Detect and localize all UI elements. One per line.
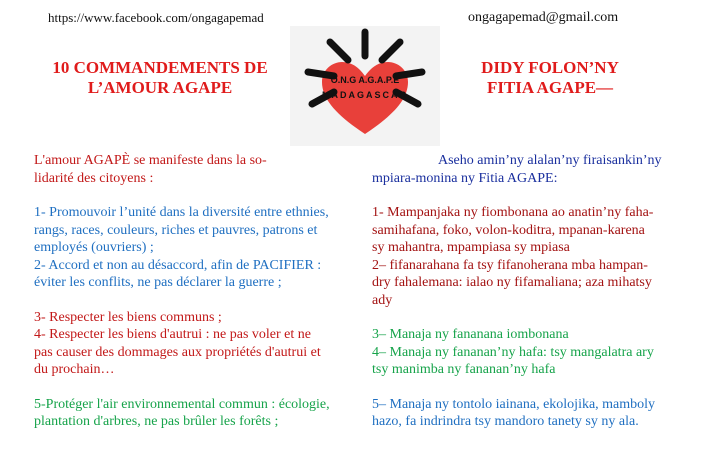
text-line: Aseho amin’ny alalan’ny firaisankin’ny [438, 153, 662, 168]
text-line: hazo, fa indrindra tsy mandoro tanety sy ny ala. [372, 414, 639, 429]
malagasy-item-4 [372, 344, 692, 379]
malagasy-column [372, 152, 692, 431]
text-line: 2- Accord et non au désaccord, afin de PACIFIER : [34, 257, 322, 273]
heart-star-emblem-icon [290, 26, 440, 146]
text-line: 4- Respecter les biens d'autrui : ne pas voler et ne [34, 327, 311, 342]
french-item-2 [34, 257, 369, 292]
text-line: employés (ouvriers) ; [34, 240, 154, 255]
ong-agape-logo [290, 26, 440, 146]
text-line: rangs, races, couleurs, riches et pauvres, patrons et [34, 222, 318, 238]
text-line: 1- Promouvoir l’unité dans la diversité entre ethnies, [34, 205, 329, 220]
french-item-1 [34, 204, 369, 257]
text-line: éviter les conflits, ne pas déclarer la guerre ; [34, 275, 282, 290]
text-line: 4– Manaja ny fananan’ny hafa: tsy mangalatra ary [372, 344, 654, 360]
malagasy-item-2 [372, 257, 692, 310]
logo-bottom-text: MADAGASCAR [322, 90, 408, 100]
text-line: pas causer des dommages aux propriétés d'autrui et [34, 344, 321, 360]
malagasy-item-5 [372, 396, 692, 431]
malagasy-item-3 [372, 326, 692, 344]
french-title-line-2: L’AMOUR AGAPE [87, 78, 233, 97]
text-line: L'amour AGAPÈ se manifeste dans la so- [34, 153, 267, 168]
text-line: 1- Mampanjaka ny fiombonana ao anatin’ny faha- [372, 205, 654, 220]
french-column [34, 152, 369, 431]
text-line: 2– fifanarahana fa tsy fifanoherana mba hampan- [372, 257, 648, 273]
french-item-5 [34, 396, 369, 431]
facebook-url[interactable]: https://www.facebook.com/ongagapemad [48, 10, 264, 25]
text-line: 5– Manaja ny tontolo iainana, ekolojika, mamboly [372, 396, 656, 412]
french-title [30, 58, 290, 98]
text-line: tsy manimba ny fananan’ny hafa [372, 362, 556, 377]
text-line: lidarité des citoyens : [34, 170, 154, 186]
text-line: plantation d'arbres, ne pas brûler les forêts ; [34, 414, 279, 429]
text-line: 5-Protéger l'air environnemental commun : écologie, [34, 396, 330, 412]
text-line: ady [372, 292, 393, 308]
text-line: 3- Respecter les biens communs ; [34, 309, 222, 325]
logo-top-text: O.N.G A.G.A.P.E [330, 75, 400, 85]
french-item-3 [34, 309, 369, 327]
malagasy-intro [372, 152, 692, 187]
malagasy-title-line-2: FITIA AGAPE— [486, 78, 614, 97]
text-line: dry fahalemana: ialao ny fifamaliana; aza mihatsy [372, 275, 652, 290]
text-line: mpiara-monina ny Fitia AGAPE: [372, 170, 558, 186]
french-item-4 [34, 326, 369, 379]
text-line: du prochain… [34, 362, 115, 377]
malagasy-title-line-1: DIDY FOLON’NY [481, 58, 619, 77]
text-line: 3– Manaja ny fananana iombonana [372, 327, 569, 342]
text-line: samihafana, foko, volon-koditra, mpanan-karena [372, 222, 645, 238]
malagasy-item-1 [372, 204, 692, 257]
email-address[interactable]: ongagapemad@gmail.com [468, 10, 619, 25]
french-title-line-1: 10 COMMANDEMENTS DE [52, 58, 268, 77]
text-line: sy mahantra, mpampiasa sy mpiasa [372, 240, 570, 255]
malagasy-title [440, 58, 660, 98]
french-intro [34, 152, 369, 187]
